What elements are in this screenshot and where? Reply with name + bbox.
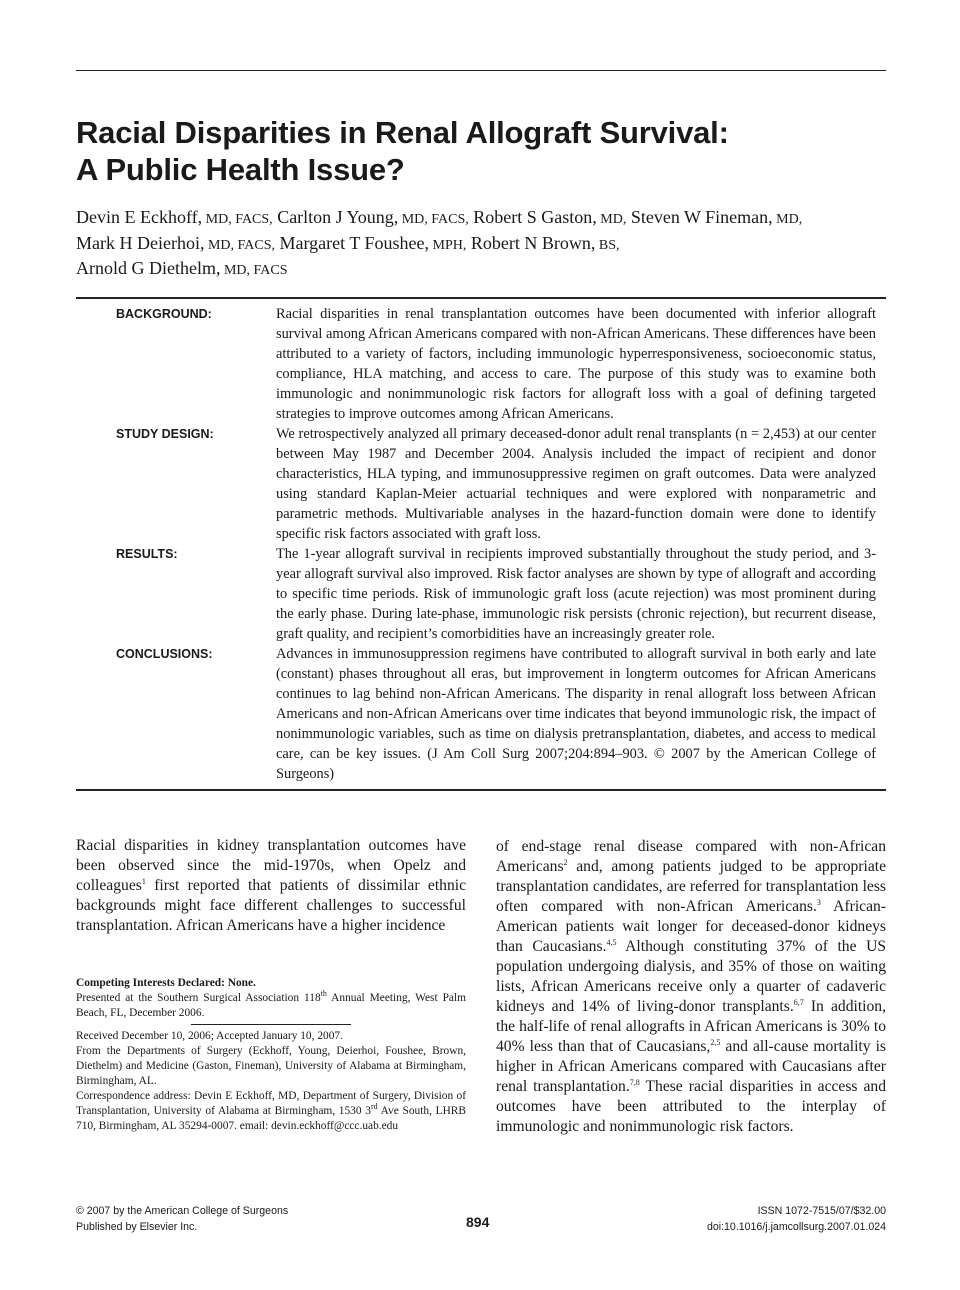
competing-interests: Competing Interests Declared: None. xyxy=(76,977,256,989)
top-rule xyxy=(76,70,886,71)
doi-line: doi:10.1016/j.jamcollsurg.2007.01.024 xyxy=(706,1220,886,1233)
background-label: BACKGROUND: xyxy=(116,307,212,321)
author-name: Arnold G Diethelm, xyxy=(76,258,221,278)
results-label: RESULTS: xyxy=(116,547,178,561)
body-text: In addition, the half-life of renal allografts in African Americans is 30% to 40% less than that of Caucasians, xyxy=(496,998,886,1055)
body-text: Racial disparities in kidney transplantation outcomes have been observed since the mid-1970s, when Opelz and colleagues xyxy=(76,837,466,894)
reference-marker: 6,7 xyxy=(793,997,804,1007)
body-text: and all-cause mortality is higher in African Americans compared with Caucasians after renal transplantation. xyxy=(496,1038,886,1095)
author-degrees: MD, FACS xyxy=(220,263,288,278)
presented-text: Annual Meeting, West Palm Beach, FL, December 2006. xyxy=(76,992,466,1019)
reference-marker: 1 xyxy=(141,876,146,886)
body-text: Although constituting 37% of the US population undergoing dialysis, and 35% of those on waiting lists, African Americans receive only a quarter of cadaveric kidneys and 14% of living-donor transplants. xyxy=(496,938,886,1015)
title-line-2: A Public Health Issue? xyxy=(76,152,405,187)
reference-marker: 2,5 xyxy=(710,1037,721,1047)
abstract-background xyxy=(76,304,886,424)
author-degrees: MPH, xyxy=(429,237,467,253)
abstract-study-design xyxy=(76,424,886,544)
page-number: 894 xyxy=(466,1214,490,1230)
publisher-line: Published by Elsevier Inc. xyxy=(76,1220,198,1233)
author-degrees: MD, xyxy=(596,212,627,227)
ordinal-suffix: th xyxy=(320,989,327,999)
reference-marker: 3 xyxy=(816,897,821,907)
study-design-label: STUDY DESIGN: xyxy=(116,427,214,441)
author-degrees: MD, FACS, xyxy=(398,212,469,227)
received-note: Received December 10, 2006; Accepted January 10, 2007. xyxy=(76,1030,343,1042)
results-text: The 1-year allograft survival in recipients improved substantially throughout the study period, and 3-year allograft survival also improved. Risk factor analyses are shown by type of allograft and according to specific time periods. Risk of immunologic graft loss (acute rejection) was most prominent during the early phase. During late-phase, immunologic risk persists (chronic rejection), but recurrent disease, graft quality, and recipient’s comorbidities have an increasingly greater role. xyxy=(276,546,876,642)
study-design-text: We retrospectively analyzed all primary deceased-donor adult renal transplants (n = 2,453) at our center between May 1987 and December 2004. Analysis included the impact of recipient and donor characteristics, HLA typing, and immunosuppressive regimen on graft outcomes. Data were analyzed using standard Kaplan-Meier actuarial techniques and were explored with nonparametric and parametric methods. Multivariable analyses in the hazard-function domain were done to identify specific risk factors associated with graft loss. xyxy=(276,426,876,542)
affiliation-note: From the Departments of Surgery (Eckhoff, Young, Deierhoi, Foushee, Brown, Diethelm) and Medicine (Gaston, Fineman), University of Alabama at Birmingham, Birmingham, AL. xyxy=(76,1045,466,1087)
author-name: Carlton J Young, xyxy=(272,207,399,227)
background-text: Racial disparities in renal transplantation outcomes have been documented with inferior allograft survival among African Americans compared with non-African Americans. These differences have been attributed to a variety of factors, including immunologic hyperresponsiveness, socioeconomic status, compliance, HLA matching, and access to care. The purpose of this study was to examine both immunologic and nonimmunologic risk factors for allograft loss with a goal of defining targeted strategies to improve outcomes among African Americans. xyxy=(276,306,876,422)
reference-marker: 7,8 xyxy=(629,1077,640,1087)
author-degrees: MD, FACS, xyxy=(204,237,276,253)
footer-right xyxy=(707,1204,886,1235)
conclusions-label: CONCLUSIONS: xyxy=(116,647,213,661)
author-name: Margaret T Foushee, xyxy=(275,232,429,253)
author-name: Robert N Brown, xyxy=(466,232,596,253)
author-name: Steven W Fineman, xyxy=(626,207,773,227)
title-line-1: Racial Disparities in Renal Allograft Survival: xyxy=(76,115,729,150)
reference-marker: 4,5 xyxy=(606,937,617,947)
author-degrees: MD, FACS, xyxy=(202,212,273,227)
author-list xyxy=(76,206,891,283)
abstract-conclusions xyxy=(76,644,886,784)
article-title xyxy=(76,114,886,188)
correspondence-text: Ave South, LHRB 710, Birmingham, AL 35294-0007. email: devin.eckhoff@ccc.uab.edu xyxy=(76,1105,466,1132)
author-name: Devin E Eckhoff, xyxy=(76,207,203,227)
footer-left xyxy=(76,1204,288,1235)
abstract-box xyxy=(76,297,886,791)
body-text: and, among patients judged to be appropriate transplantation candidates, are referred for transplantation less often compared with non-African Americans. xyxy=(496,858,886,915)
body-left-column xyxy=(76,836,466,936)
conclusions-text: Advances in immunosuppression regimens have contributed to allograft survival in both early and late (constant) phases throughout all eras, but improvement in longterm outcomes for African Americans continues to lag behind non-African Americans. The disparity in renal allograft loss between African Americans and non-African Americans over time indicates that beyond immunologic risk, the impact of nonimmunologic variables, such as time on dialysis pretransplantation, diabetes, and access to medical care, can be key issues. (J Am Coll Surg 2007;204:894–903. © 2007 by the American College of Surgeons) xyxy=(276,646,876,782)
article-notes xyxy=(76,976,466,1134)
body-text: first reported that patients of dissimilar ethnic backgrounds might face different challenges to successful transplantation. African Americans have a higher incidence xyxy=(76,877,466,934)
body-text: African-American patients wait longer for deceased-donor kidneys than Caucasians. xyxy=(496,898,886,955)
ordinal-suffix: rd xyxy=(370,1102,378,1112)
body-text: of end-stage renal disease compared with non-African Americans xyxy=(496,838,886,875)
reference-marker: 2 xyxy=(563,857,568,867)
correspondence-note xyxy=(76,1089,466,1134)
notes-divider xyxy=(191,1024,351,1025)
body-text: These racial disparities in access and outcomes have been attributed to the interplay of immunologic and nonimmunologic risk factors. xyxy=(496,1078,887,1135)
abstract-results xyxy=(76,544,886,644)
correspondence-text: Correspondence address: Devin E Eckhoff, MD, Department of Surgery, Division of Transplantation, University of Alabama at Birmingham, 1530 3 xyxy=(76,1090,466,1117)
copyright-line: © 2007 by the American College of Surgeons xyxy=(76,1205,289,1217)
issn-line: ISSN 1072-7515/07/$32.00 xyxy=(757,1205,886,1217)
presented-note xyxy=(76,991,466,1021)
author-degrees: BS, xyxy=(595,237,620,253)
author-name: Mark H Deierhoi, xyxy=(76,232,205,253)
presented-text: Presented at the Southern Surgical Association 118 xyxy=(76,992,321,1004)
author-name: Robert S Gaston, xyxy=(468,207,597,227)
author-degrees: MD, xyxy=(772,212,803,227)
body-right-column xyxy=(496,837,886,1137)
